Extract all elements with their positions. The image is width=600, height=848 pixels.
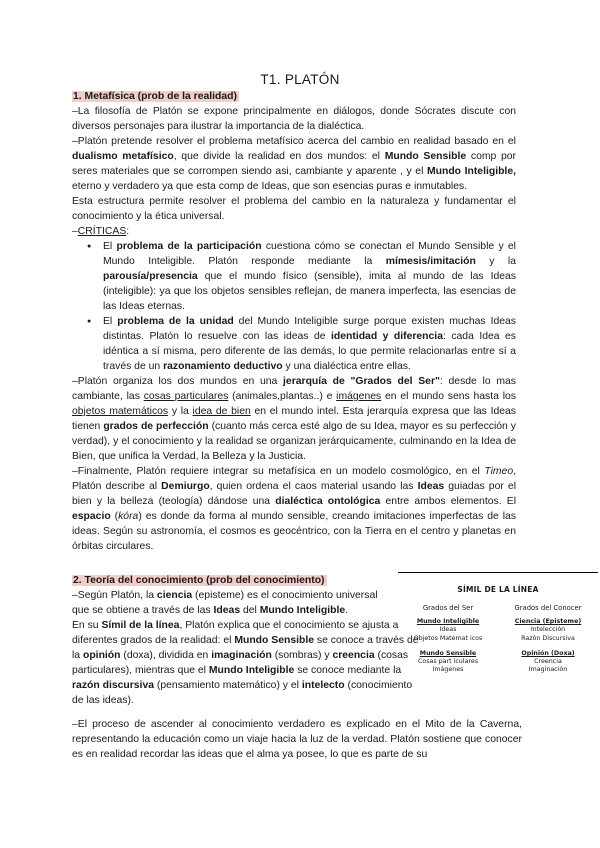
world-label: Mundo Inteligible: [416, 618, 480, 626]
document-title: T1. PLATÓN: [260, 72, 340, 87]
list-item: ● El problema de la unidad del Mundo Inteligible surge porque existen muchas Ideas distintas. Platón lo resuelve con las ideas de identidad y diferencia: cada Idea es idéntica a sí misma, pero diferente de las demás, lo que permite relacionarlas entre sí a través de un razonamiento deductivo y una dialéctica entre ellas.: [85, 314, 516, 374]
list-item: ● El problema de la participación cuestiona cómo se conectan el Mundo Sensible y el Mundo Inteligible. Platón responde mediante la mímesis/imitación y la parousía/presencia que el mundo físico (sensible), imita al mundo de las Ideas (inteligible): ya que los objetos sensibles reflejan, de manera imperfecta, las esencias de las Ideas eternas.: [85, 239, 516, 314]
simil-linea-figure: [398, 572, 598, 693]
column-header: Grados del Ser: [422, 604, 474, 612]
figure-item: Ideas: [439, 626, 457, 634]
section-conocimiento-cont: [72, 717, 522, 762]
paragraph: En su Símil de la línea, Platón explica que el conocimiento se ajusta a diferentes grados de la realidad: el Mundo Sensible se conoce a través de la opinión (doxa), dividida en imaginación (sombras) y creencia (cosas particulares), mientras que el Mundo Inteligible se conoce mediante la razón discursiva (pensamiento matemático) y el intelecto (conocimiento de las ideas).: [72, 620, 419, 706]
figure-title: SÍMIL DE LA LÍNEA: [457, 585, 539, 594]
paragraph: –La filosofía de Platón se expone principalmente en diálogos, donde Sócrates discute con diversos personajes para ilustrar la importancia de la dialéctica.: [72, 106, 516, 132]
figure-item: Imágenes: [432, 666, 464, 674]
paragraph: –Platón pretende resolver el problema metafísico acerca del cambio en realidad basado en el dualismo metafísico, que divide la realidad en dos mundos: el Mundo Sensible comp por seres materiales que se corrompen siendo asi, cambiante y aparente , y el Mundo Inteligible, eterno y verdadero ya que esta comp de Ideas, que son esencias puras e inmutables.: [72, 136, 516, 192]
figure-item: Creencia: [534, 658, 562, 666]
section-conocimiento: [72, 573, 419, 708]
figure-item: Intelección: [530, 626, 566, 634]
world-label: Mundo Sensible: [419, 649, 477, 657]
paragraph: –Finalmente, Platón requiere integrar su metafísica en un modelo cosmológico, en el Timeo, Platón describe al Demiurgo, quien ordena el caos material usando las Ideas guiadas por el bien y la belleza (teología) dándose una dialéctica ontológica entre ambos elementos. El espacio (kóra) es donde da forma al mundo sensible, creando imitaciones imperfectas de las ideas. Según su astronomía, el cosmos es geocéntrico, con la Tierra en el centro y planetas en órbitas circulares.: [72, 466, 517, 552]
paragraph: –Según Platón, la ciencia (episteme) es el conocimiento universal que se obtiene a través de las Ideas del Mundo Inteligible.: [72, 590, 378, 616]
world-label: Opinión (Doxa): [521, 649, 575, 657]
figure-item: Cosas part iculares: [417, 658, 478, 666]
grados-ser-column: [398, 604, 498, 674]
paragraph: –Platón organiza los dos mundos en una jerarquía de "Grados del Ser": desde lo mas cambiante, las cosas particulares (animales,plantas..) e imágenes en el mundo sens hasta los objetos matemáticos y la idea de bien en el mundo intel. Esta jerarquía expresa que las Ideas tienen grados de perfección (cuanto más cerca esté algo de su Idea, mayor es su perfección y verdad), y el conocimiento y la realidad se organizan jerárquicamente, culminando en la Idea de Bien, que unifica la Verdad, la Belleza y la Justicia.: [72, 376, 517, 462]
criticas-label: –CRÍTICAS:: [72, 226, 130, 237]
figure-item: Razón Discursiva: [521, 634, 575, 642]
criticas-list: [72, 239, 516, 374]
figure-item: Objetos Matemat icos: [413, 634, 483, 642]
section-metafisica: [72, 89, 516, 554]
grados-conocer-column: [498, 604, 598, 674]
world-label: Ciencia (Episteme): [514, 618, 582, 626]
column-header: Grados del Conocer: [514, 604, 582, 612]
paragraph: Esta estructura permite resolver el problema del cambio en la naturaleza y fundamentar el conocimiento y la ética universal.: [72, 196, 516, 222]
section-heading: 2. Teoría del conocimiento (prob del conocimiento): [73, 575, 325, 586]
section-heading: 1. Metafísica (prob de la realidad): [73, 91, 237, 102]
paragraph: –El proceso de ascender al conocimiento verdadero es explicado en el Mito de la Caverna, representando la educación como un viaje hacia la luz de la verdad. Platón sostiene que conocer es en realidad recordar las ideas que el alma ya posee, lo que es parte de su: [72, 719, 522, 760]
figure-item: Imaginación: [528, 666, 568, 674]
